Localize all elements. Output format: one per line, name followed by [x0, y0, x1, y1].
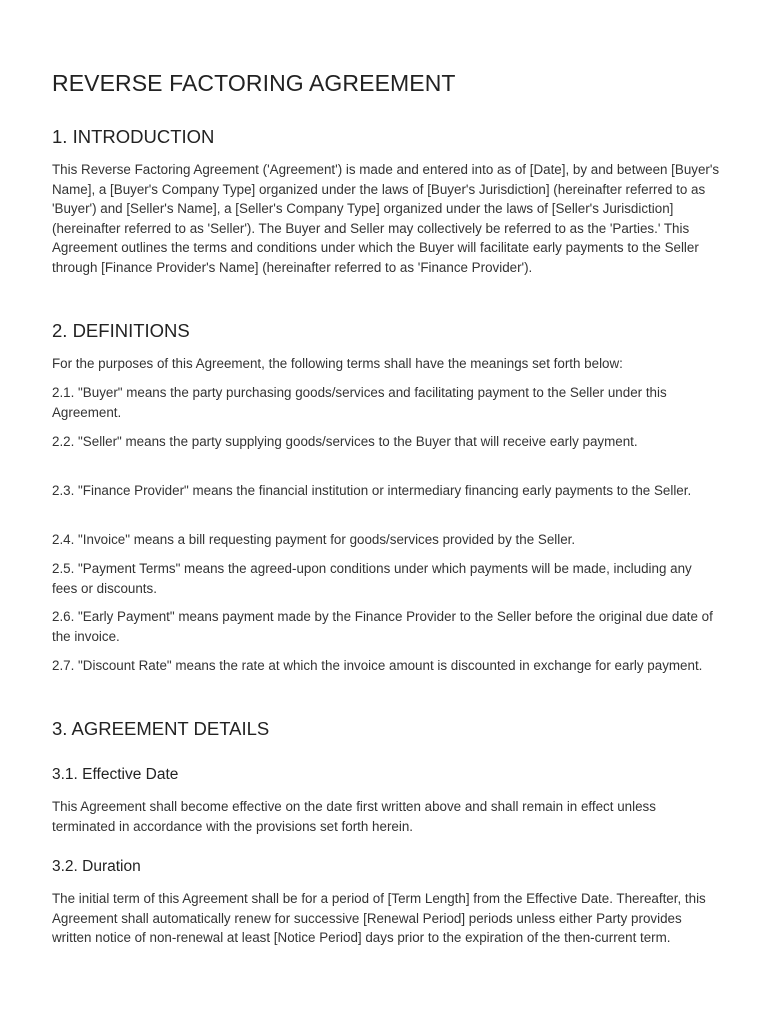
definition-item-buyer: 2.1. "Buyer" means the party purchasing goods/services and facilitating payment to the Seller under this Agreement. [52, 385, 667, 420]
section-heading-introduction: 1. INTRODUCTION [52, 126, 215, 147]
definition-item-early-payment: 2.6. "Early Payment" means payment made by the Finance Provider to the Seller before the original due date of the invoice. [52, 609, 713, 644]
definition-item-payment-terms: 2.5. "Payment Terms" means the agreed-upon conditions under which payments will be made, including any fees or discounts. [52, 561, 692, 596]
definition-item-discount-rate: 2.7. "Discount Rate" means the rate at which the invoice amount is discounted in exchange for early payment. [52, 658, 703, 673]
definition-item-finance-provider: 2.3. "Finance Provider" means the financial institution or intermediary financing early payments to the Seller. [52, 483, 692, 498]
subsection-heading-duration: 3.2. Duration [52, 858, 141, 875]
duration-paragraph: The initial term of this Agreement shall be for a period of [Term Length] from the Effective Date. Thereafter, this Agreement shall automatically renew for successive [Renewal Period] periods unless either Party provides written notice of non-renewal at least [Notice Period] days prior to the expiration of the then-current term. [52, 891, 706, 946]
definition-item-invoice: 2.4. "Invoice" means a bill requesting payment for goods/services provided by the Seller. [52, 532, 576, 547]
definitions-intro: For the purposes of this Agreement, the following terms shall have the meanings set forth below: [52, 356, 623, 371]
section-heading-agreement-details: 3. AGREEMENT DETAILS [52, 718, 270, 739]
definition-item-seller: 2.2. "Seller" means the party supplying goods/services to the Buyer that will receive early payment. [52, 434, 638, 449]
subsection-heading-effective-date: 3.1. Effective Date [52, 766, 179, 783]
document-title: REVERSE FACTORING AGREEMENT [52, 70, 456, 96]
introduction-paragraph: This Reverse Factoring Agreement ('Agreement') is made and entered into as of [Date], by and between [Buyer's Name], a [Buyer's Company Type] organized under the laws of [Buyer's Jurisdiction] (hereinafter referred to as 'Buyer') and [Seller's Name], a [Seller's Company Type] organized under the laws of [Seller's Jurisdiction] (hereinafter referred to as 'Seller'). The Buyer and Seller may collectively be referred to as the 'Parties.' This Agreement outlines the terms and conditions under which the Buyer will facilitate early payments to the Seller through [Finance Provider's Name] (hereinafter referred to as 'Finance Provider'). [52, 162, 720, 275]
effective-date-paragraph: This Agreement shall become effective on the date first written above and shall remain in effect unless terminated in accordance with the provisions set forth herein. [52, 799, 656, 834]
section-heading-definitions: 2. DEFINITIONS [52, 320, 190, 341]
